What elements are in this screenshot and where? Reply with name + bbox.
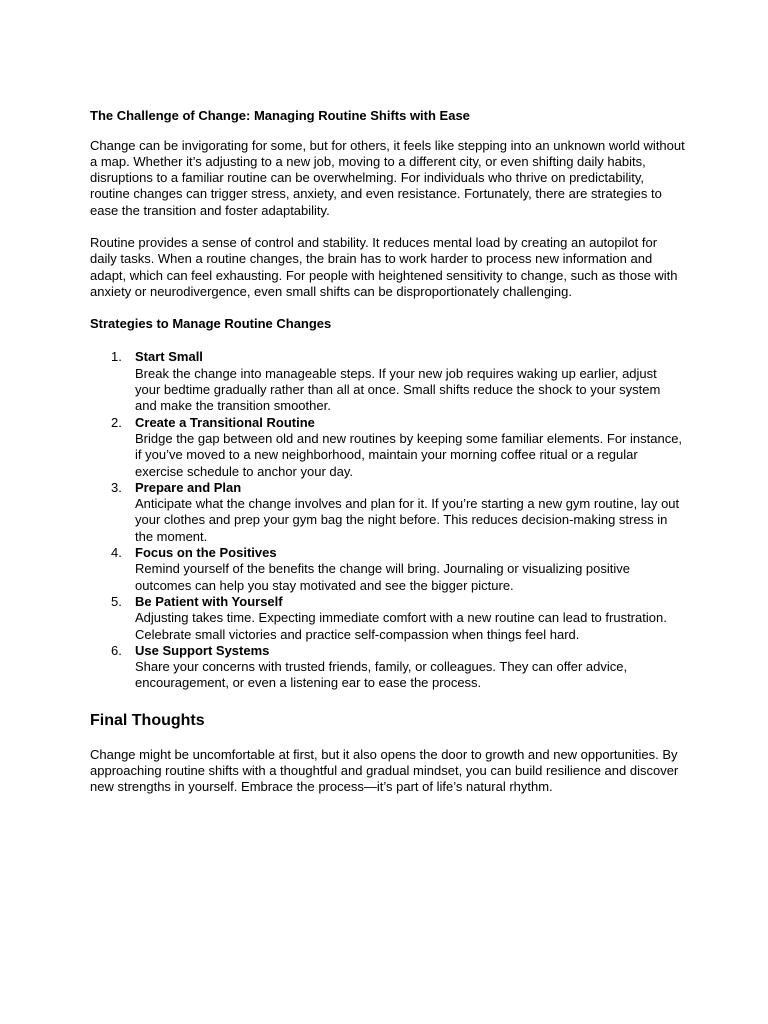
final-paragraph: Change might be uncomfortable at first, but it also opens the door to growth and new opportunities. By approaching routine shifts with a thoughtful and gradual mindset, you can build resilience and discover new strengths in yourself. Embrace the process—it’s part of life’s natural rhythm. <box>90 746 679 795</box>
list-item-body: Break the change into manageable steps. If your new job requires waking up earlier, adjust your bedtime gradually rather than all at once. Small shifts reduce the shock to your system and make the transition smoother. <box>135 365 661 414</box>
list-item <box>90 594 685 643</box>
list-item <box>90 415 685 480</box>
strategies-list <box>90 349 688 691</box>
list-item-title: Start Small <box>135 349 203 365</box>
list-item <box>90 545 685 594</box>
list-item-body: Bridge the gap between old and new routines by keeping some familiar elements. For instance, if you’ve moved to a new neighborhood, maintain your morning coffee ritual or a regular exercise schedule to anchor your day. <box>135 430 683 479</box>
list-item-body: Adjusting takes time. Expecting immediate comfort with a new routine can lead to frustration. Celebrate small victories and practice self-compassion when things feel hard. <box>135 610 667 642</box>
list-item-body: Share your concerns with trusted friends, family, or colleagues. They can offer advice, encouragement, or even a listening ear to ease the process. <box>135 659 628 691</box>
list-item-title: Create a Transitional Routine <box>135 414 315 430</box>
list-item-number: 1. <box>111 349 122 365</box>
list-item-title: Use Support Systems <box>135 642 270 658</box>
final-thoughts-heading: Final Thoughts <box>90 711 205 729</box>
intro-paragraph-1: Change can be invigorating for some, but for others, it feels like stepping into an unknown world without a map. Whether it’s adjusting to a new job, moving to a different city, or even shifting daily habits, disruptions to a familiar routine can be overwhelming. For individuals who thrive on predictability, routine changes can trigger stress, anxiety, and even resistance. Fortunately, there are strategies to ease the transition and foster adaptability. <box>90 137 685 218</box>
list-item-body: Anticipate what the change involves and plan for it. If you’re starting a new gym routine, lay out your clothes and prep your gym bag the night before. This reduces decision-making stress in the moment. <box>135 496 680 544</box>
list-item-number: 2. <box>111 414 122 430</box>
list-item-title: Be Patient with Yourself <box>135 593 283 609</box>
intro-paragraph-2: Routine provides a sense of control and stability. It reduces mental load by creating an autopilot for daily tasks. When a routine changes, the brain has to work harder to process new information and adapt, which can feel exhausting. For people with heightened sensitivity to change, such as those with anxiety or neurodivergence, even small shifts can be disproportionately challenging. <box>90 234 678 299</box>
list-item-body: Remind yourself of the benefits the change will bring. Journaling or visualizing positive outcomes can help you stay motivated and see the bigger picture. <box>135 561 630 593</box>
list-item-number: 4. <box>111 545 122 561</box>
list-item <box>90 643 685 692</box>
document-title: The Challenge of Change: Managing Routine Shifts with Ease <box>90 108 470 123</box>
list-item-title: Prepare and Plan <box>135 479 242 495</box>
list-item-number: 5. <box>111 593 122 609</box>
list-item-number: 3. <box>111 479 122 495</box>
list-item-title: Focus on the Positives <box>135 545 277 561</box>
list-item-number: 6. <box>111 642 122 658</box>
strategies-heading: Strategies to Manage Routine Changes <box>90 316 332 332</box>
list-item <box>90 480 685 545</box>
list-item <box>90 349 685 414</box>
